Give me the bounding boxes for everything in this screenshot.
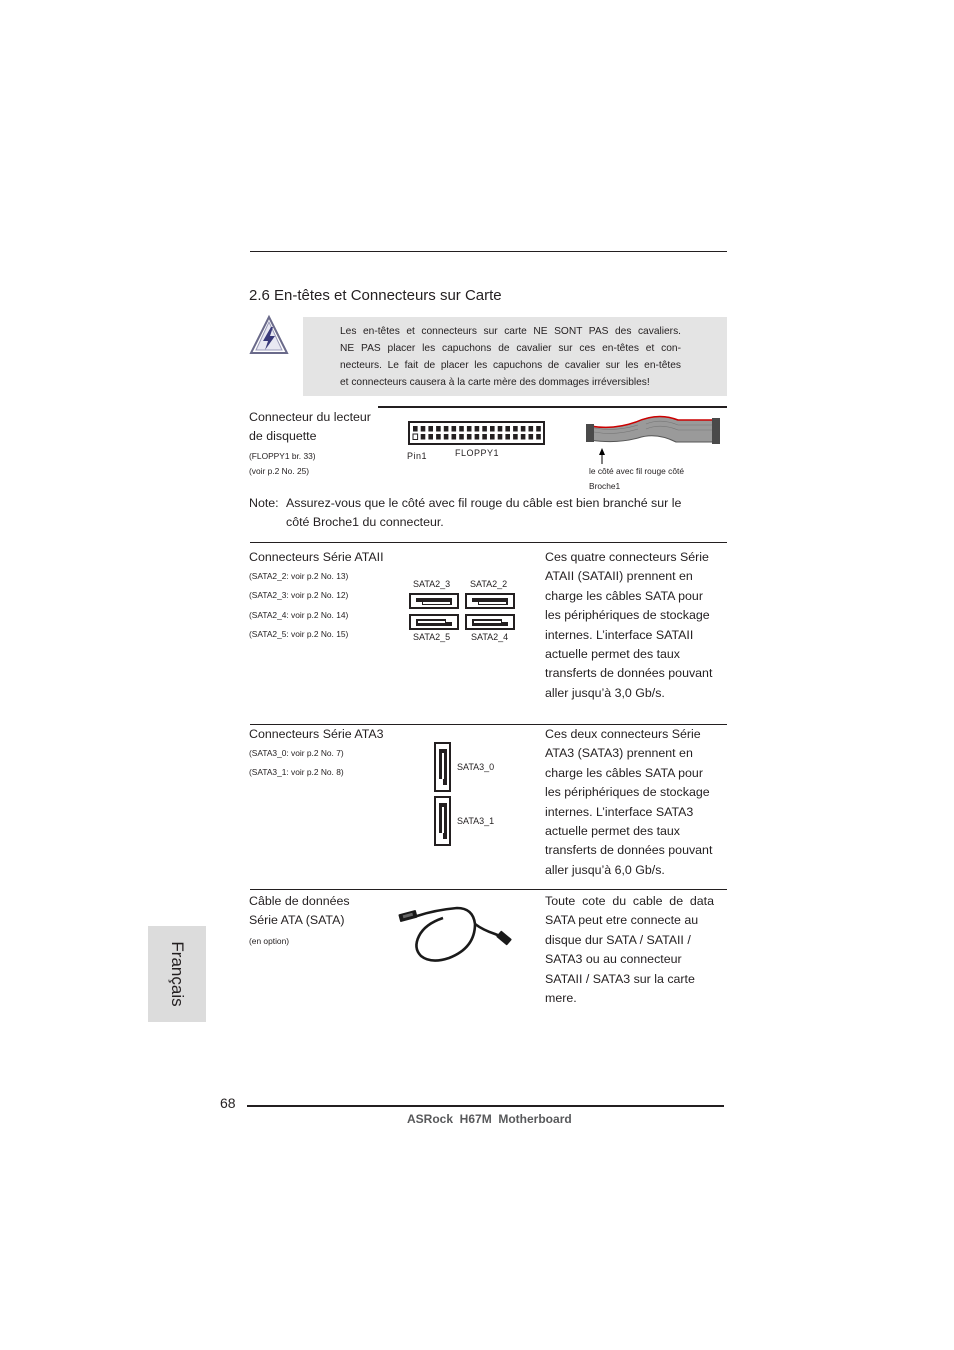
floppy-pin bbox=[452, 434, 457, 440]
cable-desc-line: mere. bbox=[545, 991, 577, 1006]
cable-desc-line: Toute cote du cable de data bbox=[545, 894, 714, 908]
cable-caption bbox=[589, 464, 684, 494]
cable-desc-line: SATA3 ou au connecteur bbox=[545, 952, 682, 967]
floppy-connector-label: FLOPPY1 bbox=[455, 448, 500, 458]
cable-desc-line: disque dur SATA / SATAII / bbox=[545, 932, 691, 947]
floppy-ref: (voir p.2 No. 25) bbox=[249, 465, 310, 476]
cable-caption-line: le côté avec fil rouge côté bbox=[589, 466, 684, 476]
floppy-pin bbox=[475, 426, 480, 432]
ata3-ref: (SATA3_0: voir p.2 No. 7) bbox=[249, 748, 344, 758]
floppy-pin bbox=[529, 426, 534, 432]
floppy-pin bbox=[459, 426, 464, 432]
floppy-pin bbox=[428, 426, 433, 432]
ataii-desc-line: Ces quatre connecteurs Série bbox=[545, 550, 709, 564]
note-line: côté Broche1 du connecteur. bbox=[286, 515, 444, 530]
floppy-refs bbox=[249, 449, 316, 478]
language-label: Français bbox=[168, 941, 187, 1007]
sata2-2-label: SATA2_2 bbox=[470, 579, 508, 589]
ata3-desc-line: les périphériques de stockage bbox=[545, 785, 710, 800]
ata3-ref: (SATA3_1: voir p.2 No. 8) bbox=[249, 767, 344, 778]
floppy-pin bbox=[459, 434, 464, 440]
ataii-desc-line: transferts de données pouvant bbox=[545, 666, 713, 681]
footer-rule bbox=[247, 1105, 724, 1107]
floppy-title-line: Connecteur du lecteur bbox=[249, 410, 371, 424]
floppy-pin bbox=[536, 434, 541, 440]
sata2-3-label: SATA2_3 bbox=[413, 579, 451, 589]
ataii-refs bbox=[249, 567, 348, 645]
ata3-description bbox=[545, 725, 712, 880]
ataii-desc-line: les périphériques de stockage bbox=[545, 608, 710, 623]
floppy-pin bbox=[490, 434, 495, 440]
ata3-desc-line: charge les câbles SATA pour bbox=[545, 765, 703, 780]
sata2-5-label: SATA2_5 bbox=[413, 632, 451, 642]
ataii-rule bbox=[250, 542, 727, 543]
warning-line: et connecteurs causera à la carte mère des dommages irréversibles! bbox=[340, 377, 650, 388]
floppy-pin bbox=[505, 434, 510, 440]
ataii-desc-line: actuelle permet des taux bbox=[545, 647, 680, 662]
floppy-pin bbox=[505, 426, 510, 432]
floppy-ribbon-cable-image bbox=[586, 414, 722, 464]
ataii-desc-line: aller jusqu’à 3,0 Gb/s. bbox=[545, 685, 665, 700]
cable-desc-line: SATAII / SATA3 sur la carte bbox=[545, 971, 695, 986]
floppy-pin bbox=[413, 426, 418, 432]
note-line: Assurez-vous que le côté avec fil rouge du câble est bien branché sur le bbox=[286, 496, 682, 510]
ata3-desc-line: Ces deux connecteurs Série bbox=[545, 727, 701, 741]
floppy-pin bbox=[521, 434, 526, 440]
ata3-desc-line: aller jusqu’à 6,0 Gb/s. bbox=[545, 862, 665, 877]
cable-caption-line: Broche1 bbox=[589, 481, 621, 491]
section-title: 2.6 En-têtes et Connecteurs sur Carte bbox=[249, 287, 502, 304]
warning-line: Les en-têtes et connecteurs sur carte NE SONT PAS des cavaliers. bbox=[340, 326, 681, 337]
ata3-desc-line: internes. L’interface SATA3 bbox=[545, 804, 694, 819]
floppy-pin bbox=[444, 434, 449, 440]
ata3-refs bbox=[249, 744, 344, 783]
ata3-title: Connecteurs Série ATA3 bbox=[249, 727, 384, 741]
floppy-pin bbox=[444, 426, 449, 432]
ataii-desc-line: internes. L’interface SATAII bbox=[545, 627, 694, 642]
sata3-1-label: SATA3_1 bbox=[457, 816, 495, 826]
footer-product: ASRock H67M Motherboard bbox=[407, 1112, 572, 1126]
ataii-description bbox=[545, 548, 712, 703]
cable-ref: (en option) bbox=[249, 936, 290, 946]
cable-desc-line: SATA peut etre connecte au bbox=[545, 913, 699, 928]
floppy-pin bbox=[498, 426, 503, 432]
ataii-ref: (SATA2_4: voir p.2 No. 14) bbox=[249, 609, 349, 620]
sata3-connectors-diagram bbox=[433, 741, 453, 847]
floppy-pin bbox=[490, 426, 495, 432]
floppy-pin bbox=[421, 434, 426, 440]
warning-line: necteurs. Le fait de placer les capuchons de cavalier sur les en-têtes bbox=[340, 360, 681, 371]
floppy-pin bbox=[452, 426, 457, 432]
cable-title-line: Câble de données bbox=[249, 894, 350, 908]
floppy-pin bbox=[436, 434, 441, 440]
cable-description bbox=[545, 892, 714, 1008]
cable-rule bbox=[250, 889, 727, 890]
sata2-4-label: SATA2_4 bbox=[471, 632, 509, 642]
page-number: 68 bbox=[220, 1095, 236, 1111]
sataii-connectors-diagram bbox=[408, 593, 516, 631]
warning-line: NE PAS placer les capuchons de cavalier sur ces en-têtes et con- bbox=[340, 343, 681, 354]
ata3-desc-line: ATA3 (SATA3) prennent en bbox=[545, 746, 693, 761]
floppy-pin bbox=[529, 434, 534, 440]
floppy-pin bbox=[428, 434, 433, 440]
floppy-title bbox=[249, 408, 371, 447]
ataii-desc-line: charge les câbles SATA pour bbox=[545, 588, 703, 603]
floppy-pin bbox=[413, 434, 418, 440]
warning-box bbox=[303, 317, 727, 396]
language-side-tab bbox=[148, 926, 206, 1022]
floppy-pin bbox=[513, 426, 518, 432]
floppy-title-line: de disquette bbox=[249, 429, 317, 444]
floppy-pin bbox=[467, 434, 472, 440]
pin1-label: Pin1 bbox=[407, 451, 428, 461]
floppy-pin bbox=[513, 434, 518, 440]
sata-cable-image bbox=[395, 900, 515, 966]
floppy-pin bbox=[536, 426, 541, 432]
floppy-pin bbox=[482, 426, 487, 432]
ataii-ref: (SATA2_5: voir p.2 No. 15) bbox=[249, 629, 349, 640]
ataii-desc-line: ATAII (SATAII) prennent en bbox=[545, 569, 693, 584]
warning-triangle-icon bbox=[248, 314, 290, 356]
floppy-rule bbox=[378, 406, 727, 408]
ataii-ref: (SATA2_2: voir p.2 No. 13) bbox=[249, 571, 349, 581]
top-rule bbox=[250, 251, 727, 252]
floppy-pin bbox=[475, 434, 480, 440]
ataii-ref: (SATA2_3: voir p.2 No. 12) bbox=[249, 590, 349, 601]
floppy-pin bbox=[521, 426, 526, 432]
ataii-title: Connecteurs Série ATAII bbox=[249, 550, 384, 564]
floppy-pin bbox=[436, 426, 441, 432]
floppy-pin bbox=[421, 426, 426, 432]
cable-title bbox=[249, 892, 350, 931]
cable-title-line: Série ATA (SATA) bbox=[249, 913, 345, 928]
floppy-pin bbox=[482, 434, 487, 440]
note-label: Note: bbox=[249, 496, 279, 510]
ata3-desc-line: transferts de données pouvant bbox=[545, 843, 713, 858]
ata3-desc-line: actuelle permet des taux bbox=[545, 824, 680, 839]
floppy-header-diagram bbox=[408, 421, 546, 447]
sata3-0-label: SATA3_0 bbox=[457, 762, 495, 772]
note-text bbox=[286, 494, 681, 533]
floppy-pin bbox=[498, 434, 503, 440]
floppy-ref: (FLOPPY1 br. 33) bbox=[249, 451, 316, 461]
floppy-pin bbox=[467, 426, 472, 432]
